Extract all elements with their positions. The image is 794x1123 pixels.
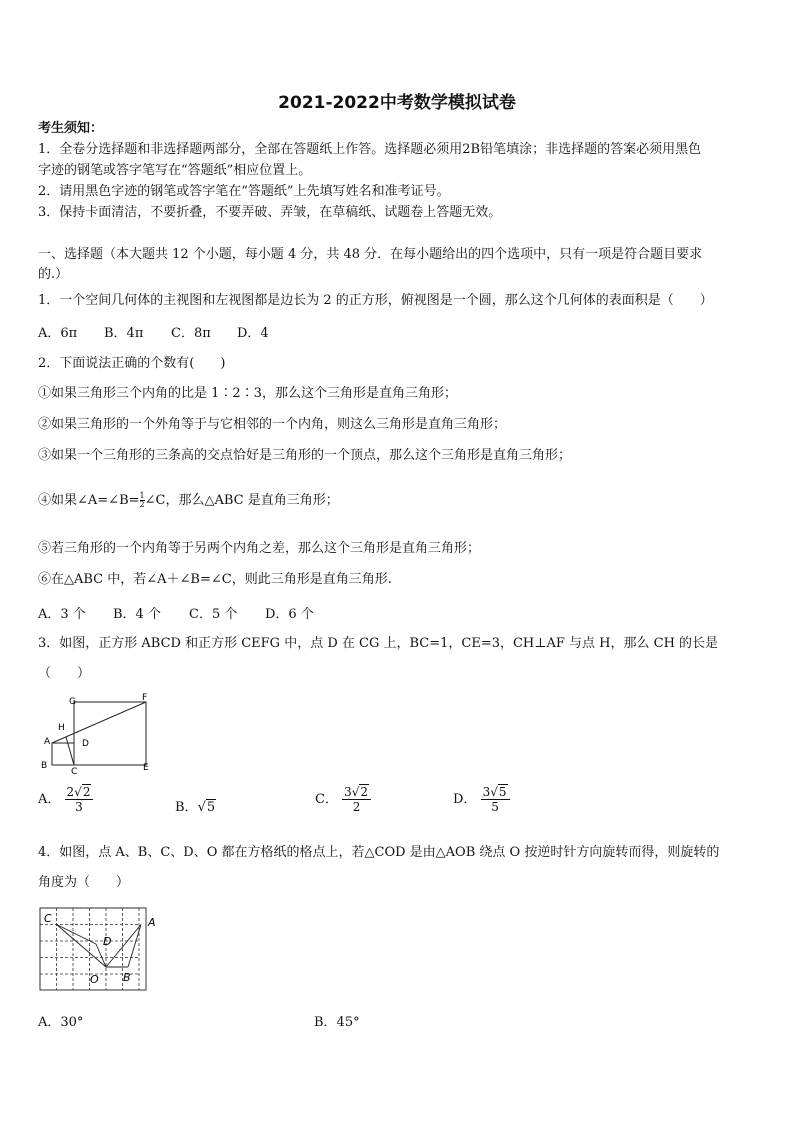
denominator: 2: [352, 800, 361, 814]
fraction: [481, 785, 510, 814]
option-b: B．45°: [314, 1015, 360, 1030]
option-d: D．4: [237, 326, 269, 341]
statement-1: ①如果三角形三个内角的比是 1∶2∶3，那么这个三角形是直角三角形；: [38, 386, 457, 401]
statement-4-pre: ④如果∠A=∠B=: [38, 493, 140, 508]
label-h: H: [58, 723, 65, 733]
squares-figure: [36, 690, 156, 774]
question-stem: 4．如图，点 A、B、C、D、O 都在方格纸的格点上，若△COD 是由△AOB 绕点 O 按逆时针方向旋转而得，则旋转的: [38, 845, 720, 860]
option-d: [453, 785, 510, 814]
option-a: A．30°: [38, 1015, 84, 1030]
notice-item: 1．全卷分选择题和非选择题两部分，全部在答题纸上作答。选择题必须用2B铅笔填涂；非选择题的答案必须用黑色: [38, 142, 702, 157]
option-letter: B．: [175, 800, 198, 815]
option-c: C．5 个: [189, 607, 238, 622]
grid-figure: [36, 904, 166, 994]
numerator: 3√5: [481, 785, 510, 800]
notice-item: 3．保持卡面清洁，不要折叠，不要弄破、弄皱，在草稿纸、试题卷上答题无效。: [38, 205, 502, 220]
label-e: E: [143, 763, 149, 773]
segment-ch: [66, 737, 74, 765]
option-c: C．8π: [171, 326, 211, 341]
numerator: 2√2: [65, 785, 94, 800]
label-a: A: [148, 916, 156, 929]
option-c: [315, 785, 371, 814]
question-stem: 2．下面说法正确的个数有( ): [38, 356, 226, 371]
page-title: 2021-2022中考数学模拟试卷: [278, 93, 516, 113]
numerator: 3√2: [342, 785, 371, 800]
notice-item: 字迹的钢笔或答字笔写在“答题纸”相应位置上。: [38, 163, 312, 178]
option-letter: D．: [453, 792, 477, 807]
question-stem: 3．如图，正方形 ABCD 和正方形 CEFG 中，点 D 在 CG 上，BC=1，CE=3，CH⊥AF 与点 H，那么 CH 的长是: [38, 636, 719, 651]
fraction: [65, 785, 94, 814]
option-a: A．3 个: [38, 607, 86, 622]
segment-af: [52, 702, 146, 743]
radicand: 2: [360, 785, 369, 799]
coefficient: 3: [482, 785, 491, 799]
label-a: A: [44, 737, 51, 747]
statement-4-post: ∠C，那么△ABC 是直角三角形；: [144, 493, 339, 508]
option-a: [38, 785, 93, 814]
label-c: C: [44, 912, 52, 925]
label-d: D: [82, 739, 89, 749]
section-heading-line: 一、选择题（本大题共 12 个小题，每小题 4 分，共 48 分．在每小题给出的四个选项中，只有一项是符合题目要求: [38, 247, 703, 262]
square-cefg: [74, 702, 146, 765]
label-o: O: [90, 973, 99, 986]
statement-6: ⑥在△ABC 中，若∠A＋∠B=∠C，则此三角形是直角三角形.: [38, 572, 392, 587]
radicand: 5: [206, 800, 216, 815]
label-d: D: [103, 935, 112, 948]
statement-4: [38, 492, 339, 510]
fraction: [342, 785, 371, 814]
option-letter: A．: [38, 792, 61, 807]
notice-heading: 考生须知：: [38, 121, 104, 136]
radicand: 5: [498, 785, 507, 799]
question-stem: 1．一个空间几何体的主视图和左视图都是边长为 2 的正方形，俯视图是一个圆，那么这个几何体的表面积是（ ）: [38, 293, 713, 308]
notice-item: 2．请用黑色字迹的钢笔或答字笔在“答题纸”上先填写姓名和准考证号。: [38, 184, 450, 199]
fraction-numerator: 1: [139, 491, 145, 500]
fraction-denominator: 2: [139, 500, 145, 509]
denominator: 3: [75, 800, 83, 814]
label-g: G: [69, 697, 76, 707]
option-b: B．4π: [104, 326, 144, 341]
statement-2: ②如果三角形的一个外角等于与它相邻的一个内角，则这么三角形是直角三角形；: [38, 417, 507, 432]
coefficient: 3: [344, 785, 352, 799]
label-f: F: [142, 693, 148, 703]
statement-5: ⑤若三角形的一个内角等于另两个内角之差，那么这个三角形是直角三角形；: [38, 541, 481, 556]
label-c: C: [71, 767, 78, 774]
coefficient: 2: [66, 785, 75, 799]
option-a: A．6π: [38, 326, 78, 341]
denominator: 5: [491, 800, 499, 814]
question-stem-cont: （ ）: [38, 666, 91, 681]
section-heading-line: 的.）: [38, 267, 69, 282]
label-b: B: [123, 971, 131, 984]
radicand: 2: [82, 785, 91, 799]
statement-3: ③如果一个三角形的三条高的交点恰好是三角形的一个顶点，那么这个三角形是直角三角形；: [38, 448, 572, 463]
option-b: B．4 个: [113, 607, 161, 622]
option-b: B．√5: [175, 800, 216, 815]
option-letter: C．: [315, 792, 338, 807]
option-d: D．6 个: [265, 607, 314, 622]
question-stem-cont: 角度为（ ）: [38, 875, 130, 890]
label-b: B: [41, 761, 48, 771]
